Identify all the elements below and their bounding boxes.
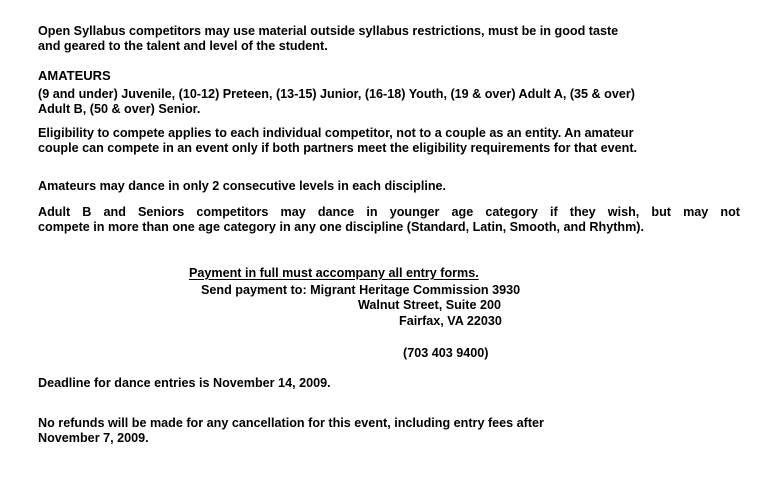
levels-line: Amateurs may dance in only 2 consecutive levels in each discipline. [38,179,447,193]
payment-send-line: Send payment to: Migrant Heritage Commission 3930 [201,283,521,297]
eligibility-line-1: Eligibility to compete applies to each individual competitor, not to a couple as an entity. An amateur [38,126,634,140]
age-categories-line-2: Adult B, (50 & over) Senior. [38,102,201,116]
refunds-line-2: November 7, 2009. [38,431,149,445]
adult-b-line-1: Adult B and Seniors competitors may dance in younger age category if they wish, but may not [38,205,740,219]
levels-paragraph [38,179,446,194]
payment-phone: (703 403 9400) [403,346,489,360]
open-syllabus-line-1: Open Syllabus competitors may use material outside syllabus restrictions, must be in good taste [38,24,619,38]
payment-street: Walnut Street, Suite 200 [358,298,501,312]
deadline-paragraph [38,376,331,391]
refunds-line-1: No refunds will be made for any cancellation for this event, including entry fees after [38,416,544,430]
adult-b-paragraph [38,205,740,235]
payment-city: Fairfax, VA 22030 [399,314,502,328]
refunds-paragraph [38,416,544,446]
age-categories-paragraph [38,87,635,117]
age-categories-line-1: (9 and under) Juvenile, (10-12) Preteen, (13-15) Junior, (16-18) Youth, (19 & over) Adult A, (35 & over) [38,87,635,101]
open-syllabus-paragraph [38,24,618,54]
deadline-line: Deadline for dance entries is November 14, 2009. [38,376,331,390]
amateurs-heading: AMATEURS [38,68,111,83]
eligibility-paragraph [38,126,637,156]
adult-b-line-2: compete in more than one age category in any one discipline (Standard, Latin, Smooth, and Rhythm). [38,220,644,234]
payment-notice: Payment in full must accompany all entry forms. [189,266,479,280]
open-syllabus-line-2: and geared to the talent and level of the student. [38,39,328,53]
eligibility-line-2: couple can compete in an event only if both partners meet the eligibility requirements for that event. [38,141,638,155]
